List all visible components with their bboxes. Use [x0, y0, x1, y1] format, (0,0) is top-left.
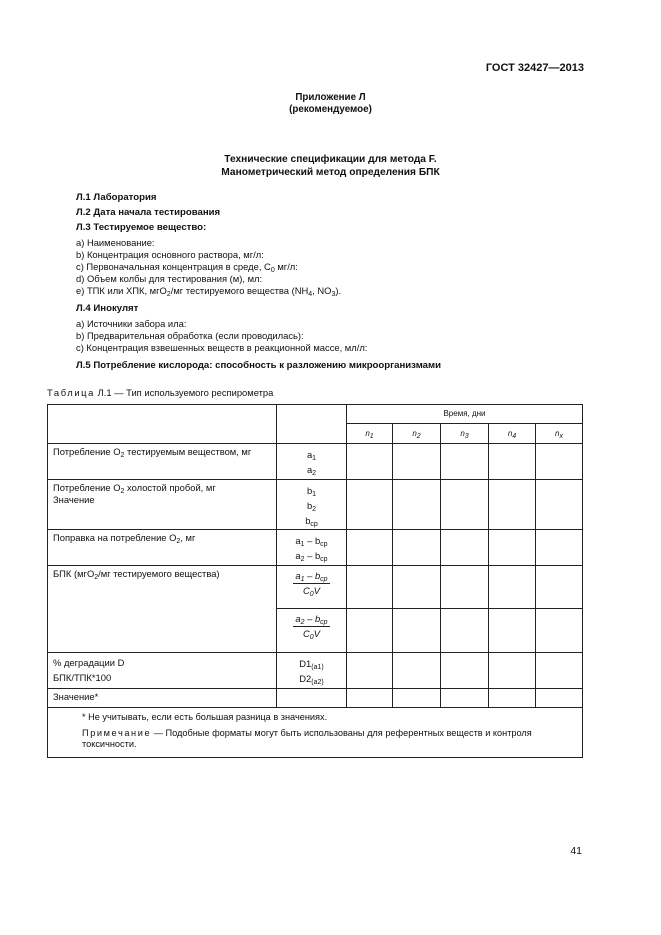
section-l1: Л.1 Лаборатория: [76, 192, 157, 203]
table-row: [48, 566, 583, 609]
row-label-value: Значение*: [48, 689, 277, 708]
row-symbol: $D1_{(а1)}$ $D2_{(а2)}$: [277, 653, 347, 689]
l3-item-c: с) Первоначальная концентрация в среде, $С_0$ мг/л:: [76, 261, 298, 274]
section-l2: Л.2 Дата начала тестирования: [76, 207, 221, 218]
header-empty-1: [48, 405, 277, 444]
section-l5: Л.5 Потребление кислорода: способность к разложению микроорганизмами: [76, 360, 441, 371]
l3-item-a: а) Наименование:: [76, 237, 155, 248]
table-row: [48, 653, 583, 689]
row-label-bod: БПК (мгO$_2$/мг тестируемого вещества): [48, 566, 277, 653]
l3-item-e: е) ТПК или ХПК, мгО$_2$/мг тестируемого вещества ($NH_4$, $NO_3$).: [76, 285, 342, 298]
header-empty-2: [277, 405, 347, 444]
row-symbol: $a_1 - b_{ср}$ $a_2 - b_{ср}$: [277, 530, 347, 566]
section-l3: Л.3 Тестируемое вещество:: [76, 222, 207, 233]
table-row: [48, 444, 583, 480]
l3-item-b: b) Концентрация основного раствора, мг/л:: [76, 249, 264, 260]
appendix-subtitle: (рекомендуемое): [289, 104, 372, 115]
page-number: 41: [570, 845, 582, 857]
time-header: Время, дни: [347, 405, 583, 424]
heading-line-1: Технические спецификации для метода F.: [224, 154, 437, 165]
footnote: * Не учитывать, если есть большая разница в значениях.: [82, 712, 328, 722]
l3-item-d: d) Объем колбы для тестирования (м), мл:: [76, 273, 263, 284]
respirometer-table: [47, 404, 583, 758]
l4-item-b: b) Предварительная обработка (если проводилась):: [76, 330, 304, 341]
n1-header: $n_1$: [347, 424, 393, 444]
row-label-degradation: % деградации D БПК/ТПК*100: [48, 653, 277, 689]
appendix-title: Приложение Л: [295, 92, 366, 103]
l4-item-c: с) Концентрация взвешенных веществ в реакционной массе, мл/л:: [76, 342, 368, 353]
table-row: [48, 530, 583, 566]
n3-header: $n_3$: [441, 424, 489, 444]
bod-formula-1: $\frac{a_1 - b_{ср}}{C_0V}$: [277, 566, 347, 609]
table-caption: Таблица Л.1 — Тип используемого респирометра: [47, 387, 274, 398]
table-footer: [48, 708, 583, 758]
n4-header: $n_4$: [489, 424, 536, 444]
table-notes: [48, 708, 583, 758]
table-row: [48, 689, 583, 708]
table-note: Примечание — Подобные форматы могут быть использованы для референтных веществ и контроля токсичности.: [82, 727, 532, 749]
n2-header: $n_2$: [393, 424, 441, 444]
row-symbol: $b_1$ $b_2$ $b_{ср}$: [277, 480, 347, 530]
heading-line-2: Манометрический метод определения БПК: [221, 167, 440, 178]
table-row: [48, 480, 583, 530]
nx-header: $n_x$: [536, 424, 583, 444]
bod-formula-2: $\frac{a_2 - b_{ср}}{C_0V}$: [277, 609, 347, 653]
section-l4: Л.4 Инокулят: [76, 303, 139, 314]
row-label-test-consumption: Потребление $O_2$ тестируемым веществом, мг: [48, 444, 277, 480]
l4-item-a: а) Источники забора ила:: [76, 318, 187, 329]
standard-number: ГОСТ 32427—2013: [485, 62, 584, 74]
row-label-blank-consumption: Потребление $O_2$ холостой пробой, мг Значение: [48, 480, 277, 530]
row-symbol: $a_1$ $a_2$: [277, 444, 347, 480]
row-label-correction: Поправка на потребление $O_2$, мг: [48, 530, 277, 566]
